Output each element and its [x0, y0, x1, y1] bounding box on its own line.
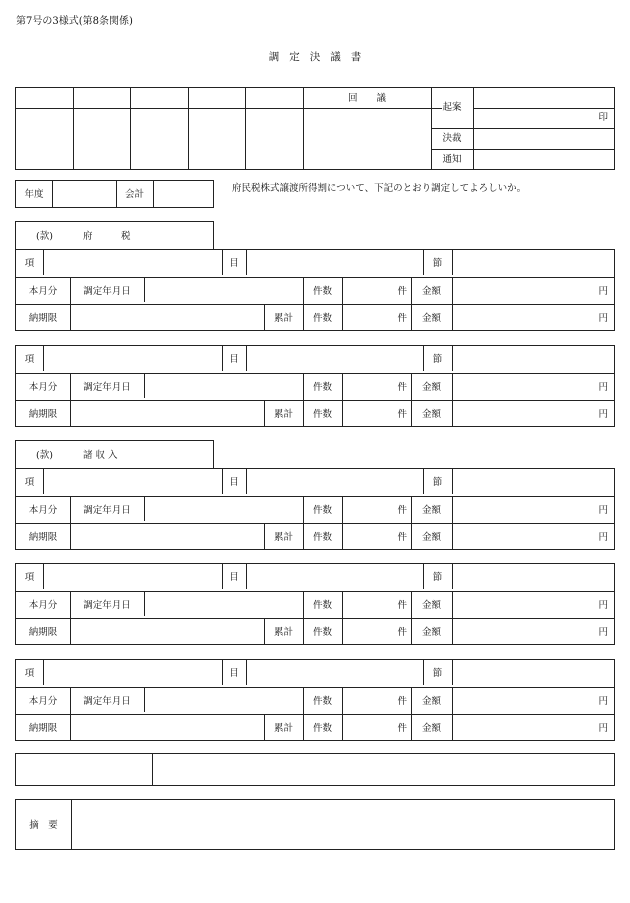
- ruikei-label: 累計: [273, 723, 293, 734]
- detail-block: [15, 345, 615, 427]
- ken-unit: 件: [397, 723, 407, 734]
- moku-label: 目: [229, 354, 239, 365]
- en-unit: 円: [598, 696, 608, 707]
- kingaku-label: 金額: [421, 696, 441, 707]
- ken-unit: 件: [397, 532, 407, 543]
- moku-field[interactable]: [247, 660, 423, 687]
- nouki-label: 納期限: [28, 532, 58, 543]
- kan-label: (款): [36, 231, 53, 242]
- chotei-date-field[interactable]: [145, 374, 303, 400]
- ruikei-label: 累計: [273, 532, 293, 543]
- kou-field[interactable]: [44, 346, 222, 373]
- kan-name: 諸 収 入: [83, 450, 118, 461]
- extra-field-left[interactable]: [16, 754, 152, 785]
- kou-label: 項: [24, 258, 35, 269]
- document-title: 調定決議書: [268, 51, 372, 63]
- moku-label: 目: [229, 572, 239, 583]
- honthly-label: 本月分: [28, 600, 58, 611]
- kensu-label: 件数: [312, 409, 332, 420]
- setsu-field[interactable]: [453, 250, 614, 277]
- nouki-label: 納期限: [28, 723, 58, 734]
- en-unit: 円: [598, 409, 608, 420]
- moku-field[interactable]: [247, 250, 423, 277]
- setsu-field[interactable]: [453, 346, 614, 373]
- nouki-label: 納期限: [28, 409, 58, 420]
- kou-label: 項: [24, 668, 35, 679]
- kingaku-label: 金額: [421, 600, 441, 611]
- ruikei-label: 累計: [273, 627, 293, 638]
- honthly-label: 本月分: [28, 382, 58, 393]
- kensu-label: 件数: [312, 723, 332, 734]
- ruikei-label: 累計: [273, 409, 293, 420]
- moku-field[interactable]: [247, 346, 423, 373]
- kaikei-label: 会計: [124, 189, 144, 200]
- kingaku-label: 金額: [421, 409, 441, 420]
- nouki-field[interactable]: [71, 524, 264, 550]
- kou-label: 項: [24, 572, 35, 583]
- en-unit: 円: [598, 532, 608, 543]
- setsu-label: 節: [432, 258, 443, 269]
- honthly-label: 本月分: [28, 505, 58, 516]
- honthly-label: 本月分: [28, 286, 58, 297]
- extra-field-right[interactable]: [153, 754, 614, 785]
- kan-name: 府 税: [83, 231, 131, 242]
- kensu-label: 件数: [312, 627, 332, 638]
- kou-field[interactable]: [44, 660, 222, 687]
- moku-label: 目: [229, 258, 239, 269]
- kensu-label: 件数: [312, 600, 332, 611]
- en-unit: 円: [598, 505, 608, 516]
- ken-unit: 件: [397, 696, 407, 707]
- kian-signature-field[interactable]: [473, 88, 616, 128]
- moku-label: 目: [229, 668, 239, 679]
- setsu-label: 節: [432, 668, 443, 679]
- en-unit: 円: [598, 600, 608, 611]
- chotei-date-label: 調定年月日: [83, 382, 131, 393]
- nouki-label: 納期限: [28, 627, 58, 638]
- setsu-field[interactable]: [453, 469, 614, 496]
- honthly-label: 本月分: [28, 696, 58, 707]
- ken-unit: 件: [397, 600, 407, 611]
- chotei-date-label: 調定年月日: [83, 505, 131, 516]
- kian-label: 起案: [442, 102, 462, 113]
- setsu-label: 節: [432, 477, 443, 488]
- en-unit: 円: [598, 627, 608, 638]
- kensu-label: 件数: [312, 505, 332, 516]
- kou-label: 項: [24, 354, 35, 365]
- setsu-label: 節: [432, 572, 443, 583]
- ruikei-label: 累計: [273, 313, 293, 324]
- kensu-label: 件数: [312, 696, 332, 707]
- kessai-label: 決裁: [442, 133, 462, 144]
- kou-field[interactable]: [44, 564, 222, 591]
- en-unit: 円: [598, 382, 608, 393]
- form-number-label: 第7号の3様式(第8条関係): [16, 16, 133, 27]
- moku-label: 目: [229, 477, 239, 488]
- tsuchi-field[interactable]: [473, 149, 616, 171]
- kingaku-label: 金額: [421, 382, 441, 393]
- detail-block: [15, 249, 615, 331]
- chotei-date-field[interactable]: [145, 688, 303, 714]
- ken-unit: 件: [397, 409, 407, 420]
- chotei-date-field[interactable]: [145, 278, 303, 304]
- kaikei-field[interactable]: [153, 181, 213, 207]
- kou-field[interactable]: [44, 250, 222, 277]
- kingaku-label: 金額: [421, 313, 441, 324]
- kingaku-label: 金額: [421, 286, 441, 297]
- setsu-field[interactable]: [453, 564, 614, 591]
- kensu-label: 件数: [312, 286, 332, 297]
- tsuchi-label: 通知: [442, 154, 462, 165]
- ken-unit: 件: [397, 627, 407, 638]
- seal-label: 印: [598, 112, 608, 123]
- kingaku-label: 金額: [421, 532, 441, 543]
- detail-block: [15, 563, 615, 645]
- setsu-label: 節: [432, 354, 443, 365]
- kan-header-shoshunyu: [15, 440, 214, 468]
- en-unit: 円: [598, 723, 608, 734]
- en-unit: 円: [598, 313, 608, 324]
- kaigi-label: 回 議: [347, 93, 386, 104]
- nendo-field[interactable]: [52, 181, 116, 207]
- detail-block: [15, 659, 615, 741]
- setsu-field[interactable]: [453, 660, 614, 687]
- tekiyo-field[interactable]: [72, 800, 614, 849]
- kingaku-label: 金額: [421, 627, 441, 638]
- kan-label: (款): [36, 450, 53, 461]
- ken-unit: 件: [397, 505, 407, 516]
- summary-table: [15, 799, 615, 850]
- chotei-date-field[interactable]: [145, 497, 303, 523]
- chotei-date-label: 調定年月日: [83, 600, 131, 611]
- year-account-table: [15, 180, 214, 208]
- kensu-label: 件数: [312, 313, 332, 324]
- ken-unit: 件: [397, 286, 407, 297]
- moku-field[interactable]: [247, 564, 423, 591]
- approval-cell-1[interactable]: [16, 88, 73, 171]
- ken-unit: 件: [397, 382, 407, 393]
- chotei-date-field[interactable]: [145, 592, 303, 618]
- kingaku-label: 金額: [421, 505, 441, 516]
- nouki-field[interactable]: [71, 401, 264, 427]
- moku-field[interactable]: [247, 469, 423, 496]
- kou-field[interactable]: [44, 469, 222, 496]
- chotei-date-label: 調定年月日: [83, 286, 131, 297]
- approval-table: [15, 87, 615, 170]
- kan-header-fuzei: [15, 221, 214, 249]
- kensu-label: 件数: [312, 532, 332, 543]
- resolution-statement: 府民税株式譲渡所得割について、下記のとおり調定してよろしいか。: [232, 183, 527, 194]
- tekiyo-label: 摘 要: [29, 820, 58, 831]
- ken-unit: 件: [397, 313, 407, 324]
- chotei-date-label: 調定年月日: [83, 696, 131, 707]
- nouki-label: 納期限: [28, 313, 58, 324]
- kou-label: 項: [24, 477, 35, 488]
- kingaku-label: 金額: [421, 723, 441, 734]
- kensu-label: 件数: [312, 382, 332, 393]
- kessai-field[interactable]: [473, 128, 616, 149]
- nouki-field[interactable]: [71, 715, 264, 741]
- nouki-field[interactable]: [71, 305, 264, 331]
- detail-block: [15, 468, 615, 550]
- en-unit: 円: [598, 286, 608, 297]
- nouki-field[interactable]: [71, 619, 264, 645]
- extra-row: [15, 753, 615, 786]
- nendo-label: 年度: [24, 189, 44, 200]
